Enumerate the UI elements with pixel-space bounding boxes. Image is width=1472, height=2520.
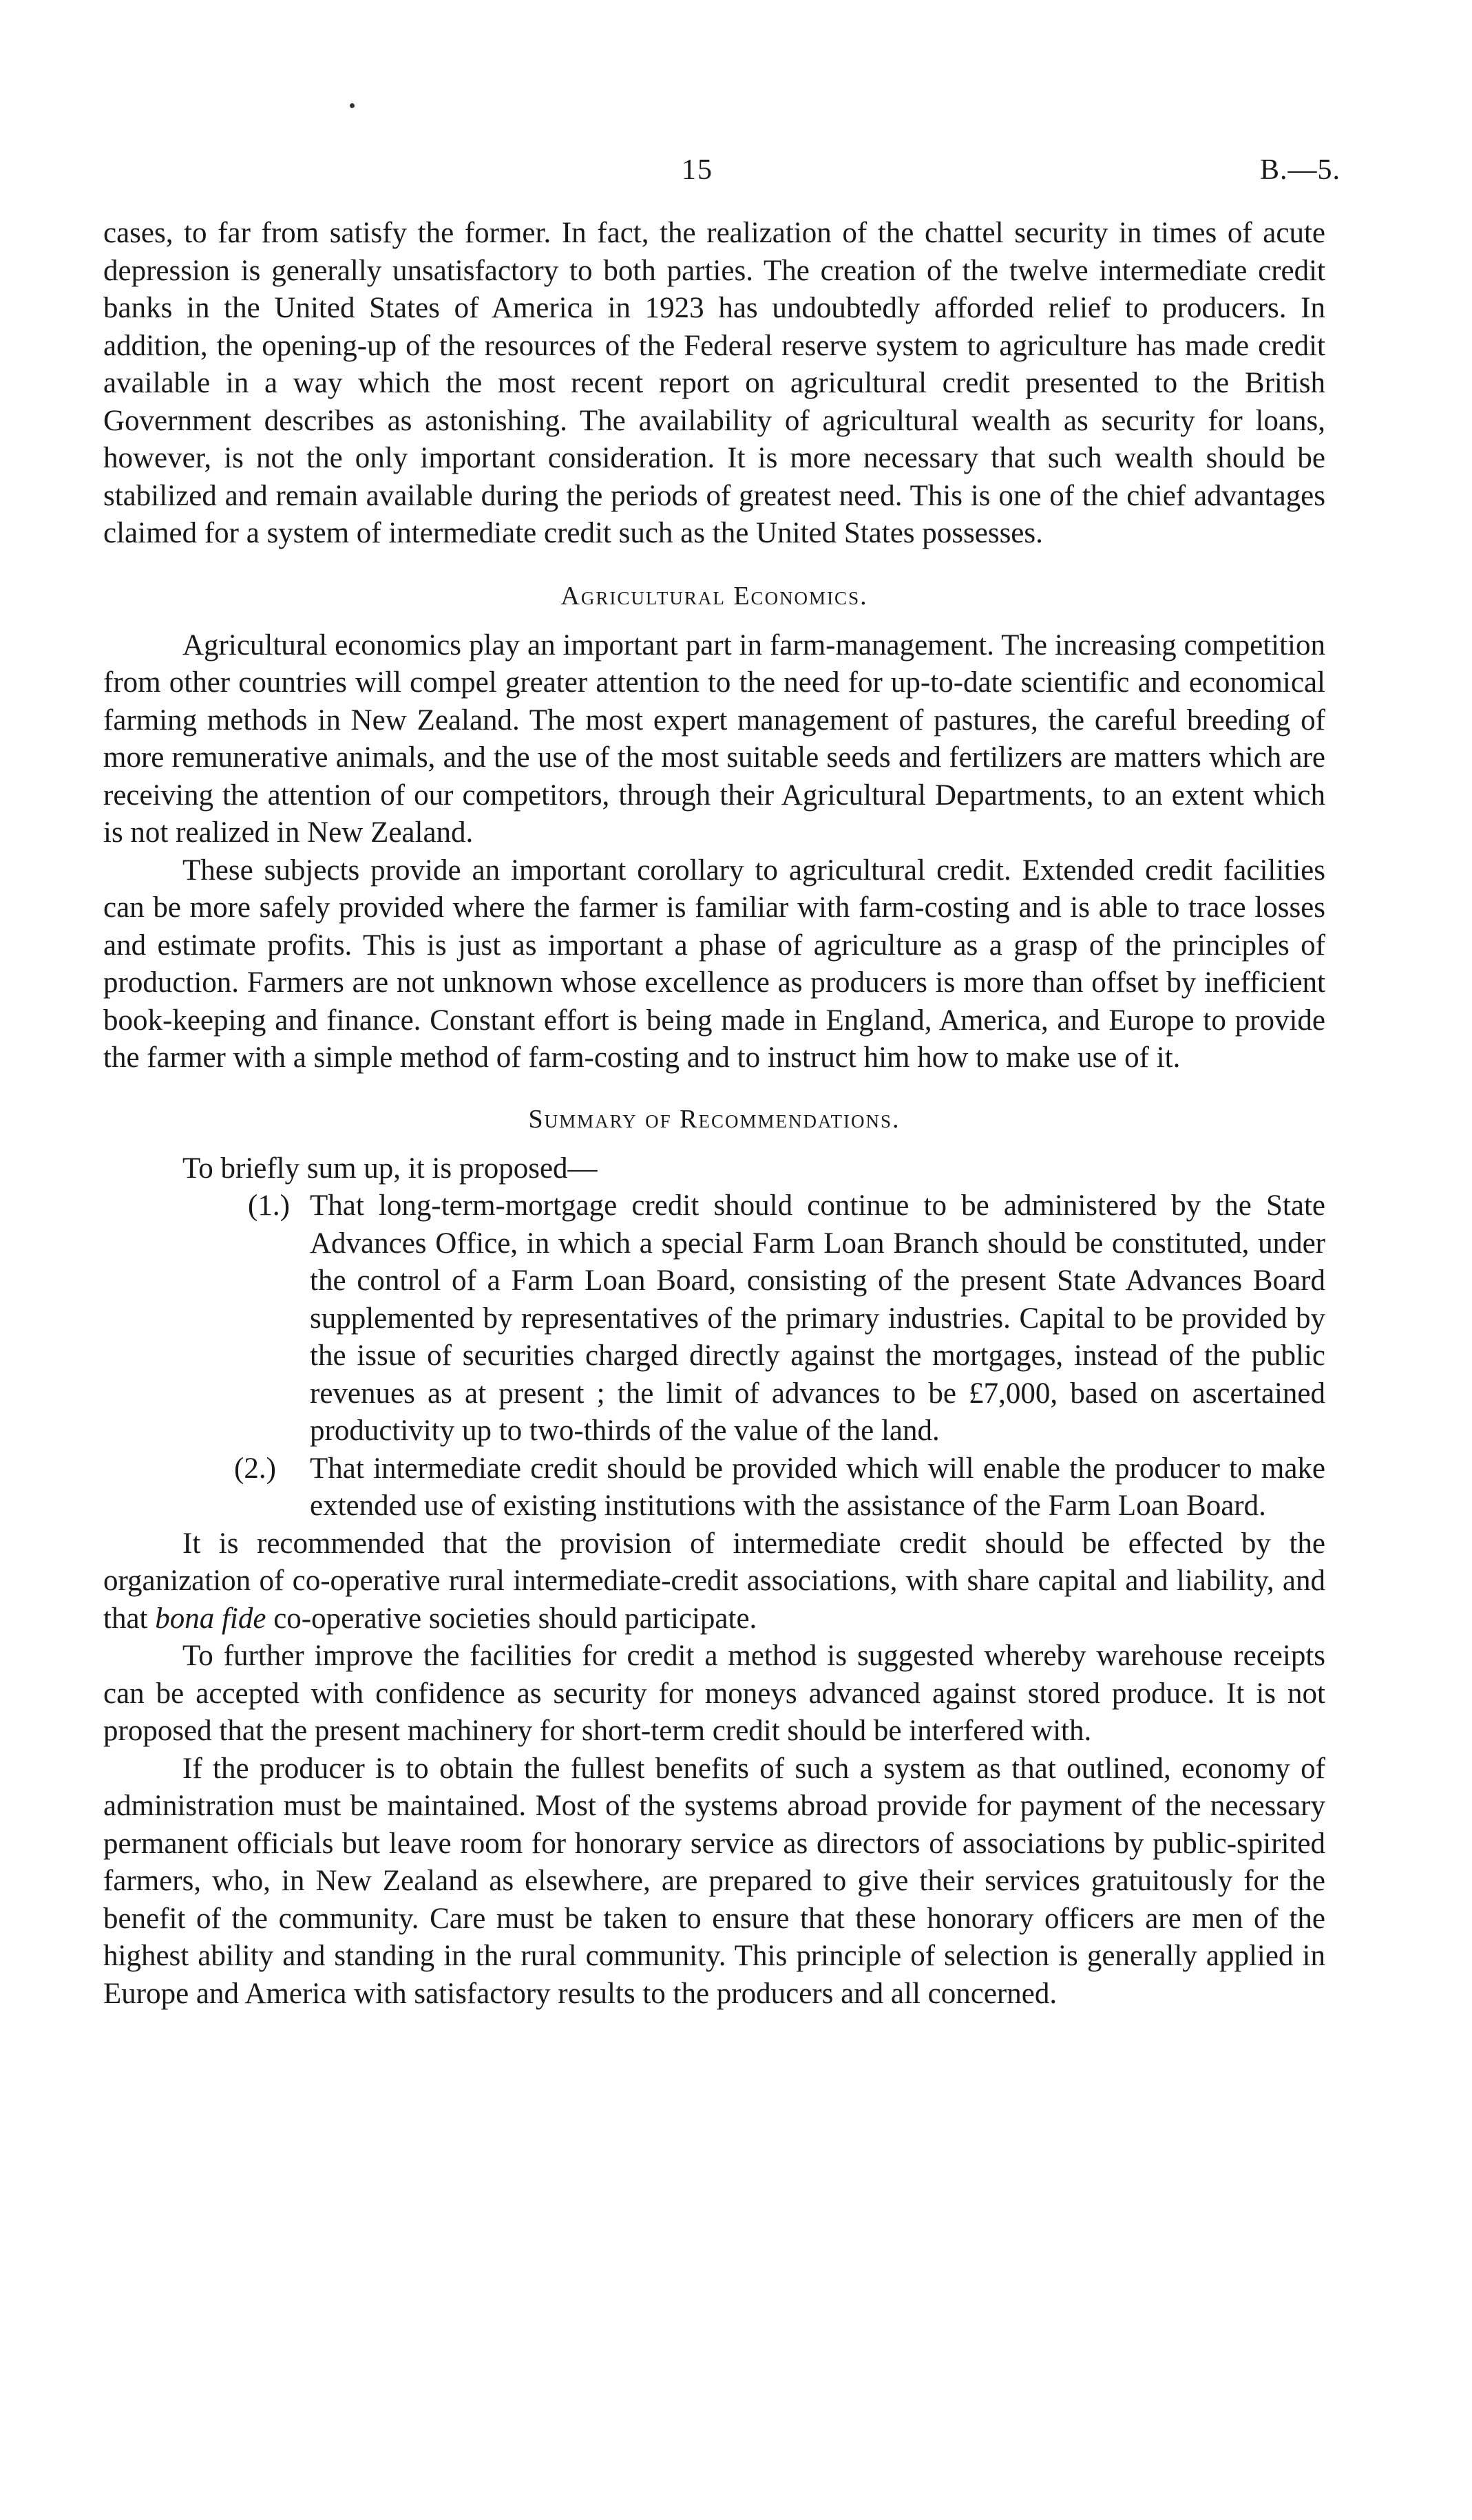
economics-paragraph-1: Agricultural economics play an important part in farm-management. The increasing competition from other countries will compel greater attention to the need for up-to-date scientific and economical farming methods in New Zealand. The most expert management of pastures, the careful breeding of more remunerative animals, and the use of the most suitable seeds and fertilizers are matters which are receiving the attention of our competitors, through their Agricultural Departments, to an extent which is not realized in New Zealand. — [103, 628, 1325, 849]
list-text: That long-term-mortgage credit should continue to be administered by the State Advances Office, in which a special Farm Loan Branch should be constituted, under the control of a Farm Loan Board, consisting of the present State Advances Board supplemented by representatives of the primary industries. Capital to be provided by the issue of securities charged directly against the mortgages, instead of the public revenues as at present ; the limit of advances to be £7,000, based on ascertained productivity up to two-thirds of the value of the land. — [310, 1189, 1325, 1447]
recommendation-paragraph-administration: If the producer is to obtain the fullest benefits of such a system as that outlined, economy of administration must be maintained. Most of the systems abroad provide for payment of the necessary permanent officials but leave room for honorary service as directors of associations by public-spirited farmers, who, in New Zealand as elsewhere, are prepared to give their services gratuitously for the benefit of the community. Care must be taken to ensure that these honorary officers are men of the highest ability and standing in the rural community. This principle of selection is generally applied in Europe and America with satisfactory results to the producers and all concerned. — [103, 1752, 1325, 2010]
italic-phrase: bona fide — [155, 1602, 266, 1635]
section-heading-summary: Summary of Recommendations. — [528, 1104, 901, 1134]
stray-mark — [350, 103, 355, 108]
list-text: That intermediate credit should be provided which will enable the producer to make extended use of existing institutions with the assistance of the Farm Loan Board. — [310, 1452, 1325, 1522]
recommendation-paragraph-warehouse: To further improve the facilities for credit a method is suggested whereby warehouse receipts can be accepted with confidence as security for moneys advanced against stored produce. It is not proposed that the present machinery for short-term credit should be interfered with. — [103, 1640, 1325, 1747]
text-run: co-operative societies should participate. — [266, 1602, 757, 1635]
summary-lead: To briefly sum up, it is proposed— — [182, 1152, 598, 1185]
intro-paragraph: cases, to far from satisfy the former. In fact, the realization of the chattel security in times of acute depression is generally unsatisfactory to both parties. The creation of the twelve intermediate credit banks in the United States of America in 1923 has undoubtedly afforded relief to producers. In addition, the opening-up of the resources of the Federal reserve system to agriculture has made credit available in a way which the most recent report on agricultural credit presented to the British Government describes as astonishing. The availability of agricultural wealth as security for loans, however, is not the only important consideration. It is more necessary that such wealth should be stabilized and remain available during the periods of greatest need. This is one of the chief advantages claimed for a system of intermediate credit such as the United States possesses. — [103, 217, 1325, 549]
list-number: (1.) — [248, 1189, 290, 1222]
recommendation-item-1 — [248, 1187, 1325, 1450]
page-number: 15 — [682, 154, 713, 186]
document-reference: B.—5. — [1260, 154, 1341, 186]
recommendation-item-2 — [234, 1450, 1325, 1525]
document-body — [103, 215, 1325, 2013]
recommendation-paragraph-intermediate-credit — [103, 1525, 1325, 1638]
list-number: (2.) — [234, 1452, 276, 1485]
section-heading-agricultural-economics: Agricultural Economics. — [560, 581, 868, 611]
text-run: It is recommended that the provision of intermediate credit should be effected by the organization of co-operative rural intermediate-credit associations, with share capital and liability, and that — [103, 1527, 1325, 1635]
economics-paragraph-2: These subjects provide an important corollary to agricultural credit. Extended credit facilities can be more safely provided where the farmer is familiar with farm-costing and is able to trace losses and estimate profits. This is just as important a phase of agriculture as a grasp of the principles of production. Farmers are not unknown whose excellence as producers is more than offset by inefficient book-keeping and finance. Constant effort is being made in England, America, and Europe to provide the farmer with a simple method of farm-costing and to instruct him how to make use of it. — [103, 854, 1325, 1074]
